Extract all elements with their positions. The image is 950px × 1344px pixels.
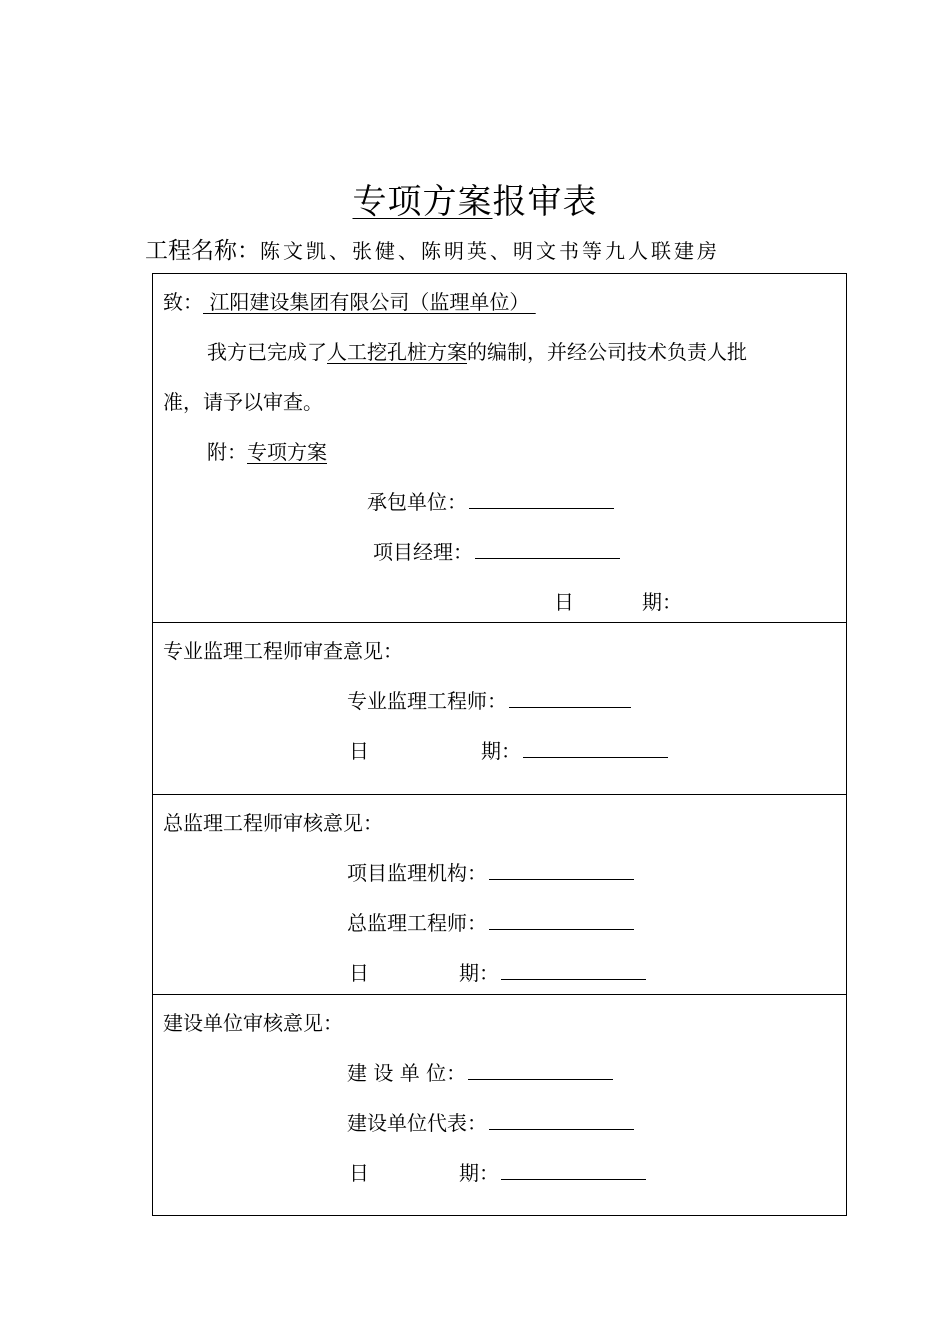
specialist-date-blank[interactable]	[523, 739, 668, 758]
specialist-date-label-b: 期：	[481, 739, 521, 763]
owner-unit-blank[interactable]	[468, 1061, 613, 1080]
owner-date-label-b: 期：	[459, 1161, 499, 1185]
specialist-heading: 专业监理工程师审查意见：	[163, 639, 403, 663]
owner-heading: 建设单位审核意见：	[163, 1011, 343, 1035]
owner-date-label-a: 日	[349, 1161, 369, 1185]
project-name-label: 工程名称：	[145, 238, 260, 264]
owner-rep-row	[347, 1109, 634, 1137]
supervision-org-row	[347, 859, 634, 887]
supervision-org-label: 项目监理机构：	[347, 861, 487, 885]
manager-blank[interactable]	[475, 540, 620, 559]
page-title	[0, 180, 950, 224]
specialist-date-row	[481, 737, 668, 765]
manager-label: 项目经理：	[373, 540, 473, 564]
supervision-org-blank[interactable]	[489, 861, 634, 880]
owner-unit-label: 建 设 单 位：	[347, 1061, 467, 1085]
specialist-engineer-row	[347, 687, 631, 715]
chief-heading: 总监理工程师审核意见：	[163, 811, 383, 835]
plan-name: 人工挖孔桩方案	[327, 340, 467, 364]
title-rest: 报审表	[492, 182, 598, 222]
body-suffix: 的编制，并经公司技术负责人批	[467, 340, 747, 364]
body-line-1	[207, 338, 747, 366]
specialist-review-section	[153, 623, 846, 795]
specialist-engineer-label: 专业监理工程师：	[347, 689, 507, 713]
project-name-row	[145, 234, 720, 268]
chief-engineer-label: 总监理工程师：	[347, 911, 487, 935]
attachment-label: 附：	[207, 440, 247, 464]
chief-review-section	[153, 795, 846, 995]
owner-unit-row	[347, 1059, 613, 1087]
submission-date-label-a: 日	[554, 590, 574, 614]
owner-rep-blank[interactable]	[489, 1111, 634, 1130]
chief-date-label-a: 日	[349, 961, 369, 985]
specialist-engineer-blank[interactable]	[509, 689, 631, 708]
owner-review-section	[153, 995, 846, 1217]
contractor-label: 承包单位：	[367, 490, 467, 514]
owner-date-blank[interactable]	[501, 1161, 646, 1180]
body-line-2: 准，请予以审查。	[163, 390, 323, 414]
owner-date-row	[459, 1159, 646, 1187]
project-name-value: 陈文凯、张健、陈明英、明文书等九人联建房	[260, 239, 720, 263]
addressee-value: 江阳建设集团有限公司（监理单位）	[203, 290, 536, 314]
addressee-label: 致：	[163, 290, 203, 314]
chief-engineer-blank[interactable]	[489, 911, 634, 930]
chief-date-blank[interactable]	[501, 961, 646, 980]
manager-row	[373, 538, 620, 566]
attachment-value: 专项方案	[247, 440, 327, 464]
chief-engineer-row	[347, 909, 634, 937]
submission-section	[153, 274, 846, 623]
title-underlined: 专项方案	[352, 182, 493, 222]
contractor-row	[367, 488, 614, 516]
specialist-date-label-a: 日	[349, 739, 369, 763]
approval-form	[152, 273, 847, 1216]
chief-date-label-b: 期：	[459, 961, 499, 985]
chief-date-row	[459, 959, 646, 987]
addressee-row	[163, 288, 536, 316]
attachment-row	[207, 438, 327, 466]
body-prefix: 我方已完成了	[207, 340, 327, 364]
contractor-blank[interactable]	[469, 490, 614, 509]
owner-rep-label: 建设单位代表：	[347, 1111, 487, 1135]
submission-date-label-b: 期：	[642, 590, 682, 614]
